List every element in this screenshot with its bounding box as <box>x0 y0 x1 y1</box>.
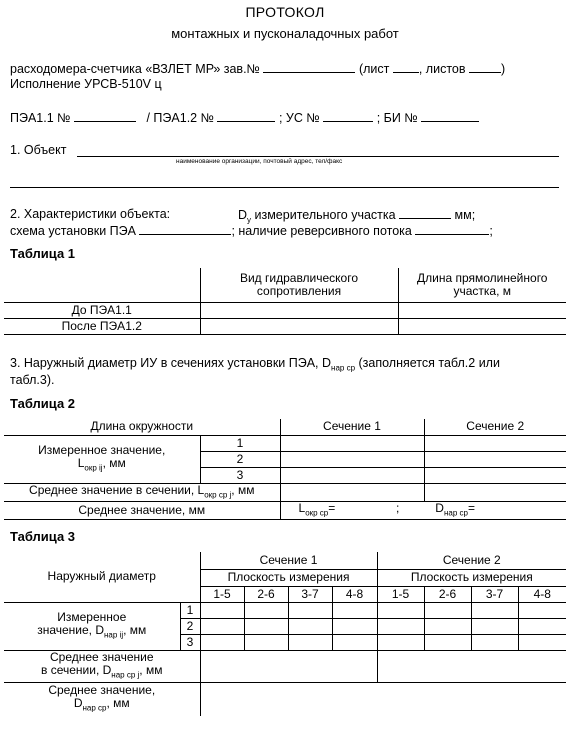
table3-cell[interactable] <box>518 634 566 650</box>
table1-cell[interactable] <box>200 302 398 318</box>
table3-cell[interactable] <box>200 602 244 618</box>
serial-number-field[interactable] <box>263 61 355 73</box>
table3-cell[interactable] <box>244 602 288 618</box>
section3-line2: табл.3). <box>10 373 55 387</box>
diameter-field[interactable] <box>399 207 451 219</box>
table2-avg-sec-sub: окр ср j <box>204 489 232 499</box>
d-symbol: D <box>435 501 444 515</box>
l-eq: = <box>328 501 336 515</box>
table3-plane-label: 2-6 <box>244 586 288 602</box>
object-label: 1. Объект <box>10 143 67 157</box>
table2-cell[interactable] <box>280 483 424 501</box>
table3-plane-label: 1-5 <box>377 586 424 602</box>
device-line <box>10 61 505 76</box>
table2-sec1: Сечение 1 <box>280 419 424 435</box>
table1-corner <box>4 268 200 302</box>
table3-avg-2: D <box>73 696 83 711</box>
table3-cell[interactable] <box>471 602 518 618</box>
object-field[interactable] <box>77 156 559 157</box>
table3-cell[interactable] <box>332 602 377 618</box>
protocol-title: ПРОТОКОЛ <box>245 4 325 20</box>
table1-cell[interactable] <box>398 318 566 334</box>
table3-cell[interactable] <box>377 602 424 618</box>
d-subscript: нар ср <box>443 508 468 518</box>
table3-avg-sec-1: Среднее значение <box>49 650 154 664</box>
table3-measured-sub: нар ij <box>104 630 124 640</box>
version-label: Исполнение УРСВ-510V ц <box>10 77 162 91</box>
section3-sub: нар ср <box>331 363 356 373</box>
table3-measured-1: Измеренное <box>57 609 127 624</box>
table3 <box>4 552 566 716</box>
table3-cell[interactable] <box>377 650 566 682</box>
protocol-subtitle: монтажных и пусконаладочных работ <box>171 26 399 41</box>
table3-cell[interactable] <box>518 602 566 618</box>
table3-row-num: 1 <box>180 602 200 618</box>
table3-cell[interactable] <box>377 618 424 634</box>
table3-measured-2: значение, D <box>37 622 105 637</box>
table3-head: Наружный диаметр <box>4 552 200 602</box>
sheet-label: (лист <box>358 62 390 76</box>
table3-avg <box>4 682 200 716</box>
table2-row-num: 2 <box>200 451 280 467</box>
table3-plane1: Плоскость измерения <box>200 569 377 586</box>
table1-row1-label: До ПЭА1.1 <box>4 302 200 318</box>
sheets-label: , листов <box>418 62 466 76</box>
table2-measured-unit: , мм <box>102 455 126 470</box>
table3-avg-sec <box>4 650 200 682</box>
table3-cell[interactable] <box>288 634 332 650</box>
table2-avg-sec <box>4 483 280 501</box>
bi-label: ; БИ № <box>376 111 418 125</box>
table1-cell[interactable] <box>398 302 566 318</box>
sheets-close: ) <box>500 62 506 76</box>
table3-avg-sub: нар ср <box>82 703 107 713</box>
table3-avg-unit: , мм <box>106 696 130 711</box>
table2-measured-sub: окр ij <box>84 463 103 473</box>
table3-cell[interactable] <box>518 618 566 634</box>
table3-cell[interactable] <box>288 602 332 618</box>
separator: ; <box>395 501 400 515</box>
section3-text: 3. Наружный диаметр ИУ в сечениях установки ПЭА, D <box>10 356 332 370</box>
l-symbol: L <box>298 501 306 515</box>
table3-plane-label: 2-6 <box>424 586 471 602</box>
table3-plane-label: 4-8 <box>332 586 377 602</box>
table1-caption: Таблица 1 <box>10 246 76 261</box>
table3-avg-sec-sub: нар ср j <box>111 670 140 680</box>
scheme-line <box>10 223 493 238</box>
table1-col2: Длина прямолинейного участка, м <box>398 268 566 302</box>
table2-head: Длина окружности <box>4 419 280 435</box>
table2-row-num: 1 <box>200 435 280 451</box>
table3-cell[interactable] <box>244 634 288 650</box>
table2 <box>4 419 566 520</box>
table1 <box>4 268 566 335</box>
components-line <box>10 110 479 125</box>
table3-cell[interactable] <box>377 634 424 650</box>
bi-field[interactable] <box>421 110 479 122</box>
section3-text-b: (заполняется табл.2 или <box>355 356 500 370</box>
table2-row-num: 3 <box>200 467 280 483</box>
table2-cell[interactable] <box>424 435 566 451</box>
table3-cell[interactable] <box>244 618 288 634</box>
l-subscript: окр ср <box>305 508 329 518</box>
d-subscript: y <box>247 215 252 225</box>
pea1-label: ПЭА1.1 № <box>10 111 71 125</box>
table3-plane-label: 1-5 <box>200 586 244 602</box>
d-symbol: D <box>238 208 248 222</box>
table1-cell[interactable] <box>200 318 398 334</box>
table2-cell[interactable] <box>280 467 424 483</box>
d-eq: = <box>467 501 475 515</box>
us-label: ; УС № <box>278 111 320 125</box>
table3-sec2: Сечение 2 <box>377 552 566 569</box>
table3-cell[interactable] <box>424 634 471 650</box>
table2-caption: Таблица 2 <box>10 396 76 411</box>
reverse-field[interactable] <box>415 223 489 235</box>
table3-cell[interactable] <box>200 650 377 682</box>
pea1-field[interactable] <box>74 110 136 122</box>
table3-cell[interactable] <box>424 602 471 618</box>
table3-cell[interactable] <box>332 634 377 650</box>
pea2-label: / ПЭА1.2 № <box>146 111 214 125</box>
sheets-count-field[interactable] <box>469 61 501 73</box>
table2-measured <box>4 435 200 483</box>
table3-cell[interactable] <box>332 618 377 634</box>
diameter-line <box>238 207 475 225</box>
section3-line1 <box>10 356 500 373</box>
us-field[interactable] <box>323 110 373 122</box>
pea2-field[interactable] <box>217 110 275 122</box>
object-hint: наименование организации, почтовый адрес, тел/факс <box>176 158 343 165</box>
table3-row-num: 2 <box>180 618 200 634</box>
scheme-label: схема установки ПЭА <box>10 224 136 238</box>
table2-avg-result[interactable] <box>280 501 566 519</box>
scheme-field[interactable] <box>139 223 231 235</box>
sheet-number-field[interactable] <box>393 61 419 73</box>
reverse-label: ; наличие реверсивного потока <box>231 224 412 238</box>
table2-cell[interactable] <box>424 467 566 483</box>
table3-measured <box>4 602 180 650</box>
table3-cell[interactable] <box>471 618 518 634</box>
table3-cell[interactable] <box>424 618 471 634</box>
device-label: расходомера-счетчика «ВЗЛЕТ МР» зав.№ <box>10 62 260 76</box>
table2-avg-sec-text: Среднее значение в сечении, L <box>29 483 205 497</box>
table3-cell[interactable] <box>200 634 244 650</box>
unit-label: мм; <box>454 208 476 222</box>
table2-sec2: Сечение 2 <box>424 419 566 435</box>
table3-sec1: Сечение 1 <box>200 552 377 569</box>
table3-plane-label: 4-8 <box>518 586 566 602</box>
reverse-end: ; <box>489 224 493 238</box>
table2-cell[interactable] <box>424 483 566 501</box>
table1-row2-label: После ПЭА1.2 <box>4 318 200 334</box>
table3-measured-unit: , мм <box>123 622 147 637</box>
table3-avg-sec-2: в сечении, D <box>41 662 112 677</box>
table2-measured-sym: L <box>77 455 85 470</box>
table3-cell[interactable] <box>200 682 566 716</box>
table3-cell[interactable] <box>471 634 518 650</box>
table3-cell[interactable] <box>288 618 332 634</box>
table2-measured-text: Измеренное значение, <box>38 442 166 457</box>
measure-label: измерительного участка <box>251 208 396 222</box>
table3-plane-label: 3-7 <box>288 586 332 602</box>
object-field-2[interactable] <box>10 187 559 188</box>
table3-avg-1: Среднее значение, <box>48 683 156 698</box>
table3-row-num: 3 <box>180 634 200 650</box>
table2-cell[interactable] <box>280 435 424 451</box>
table3-caption: Таблица 3 <box>10 529 76 544</box>
table3-avg-sec-unit: , мм <box>139 662 163 677</box>
table1-col1: Вид гидравлического сопротивления <box>200 268 398 302</box>
table2-cell[interactable] <box>424 451 566 467</box>
table3-plane2: Плоскость измерения <box>377 569 566 586</box>
object-characteristics-label: 2. Характеристики объекта: <box>10 207 171 221</box>
table3-cell[interactable] <box>200 618 244 634</box>
table2-avg: Среднее значение, мм <box>4 501 280 519</box>
table2-avg-sec-unit: , мм <box>231 483 255 497</box>
table3-plane-label: 3-7 <box>471 586 518 602</box>
table2-cell[interactable] <box>280 451 424 467</box>
